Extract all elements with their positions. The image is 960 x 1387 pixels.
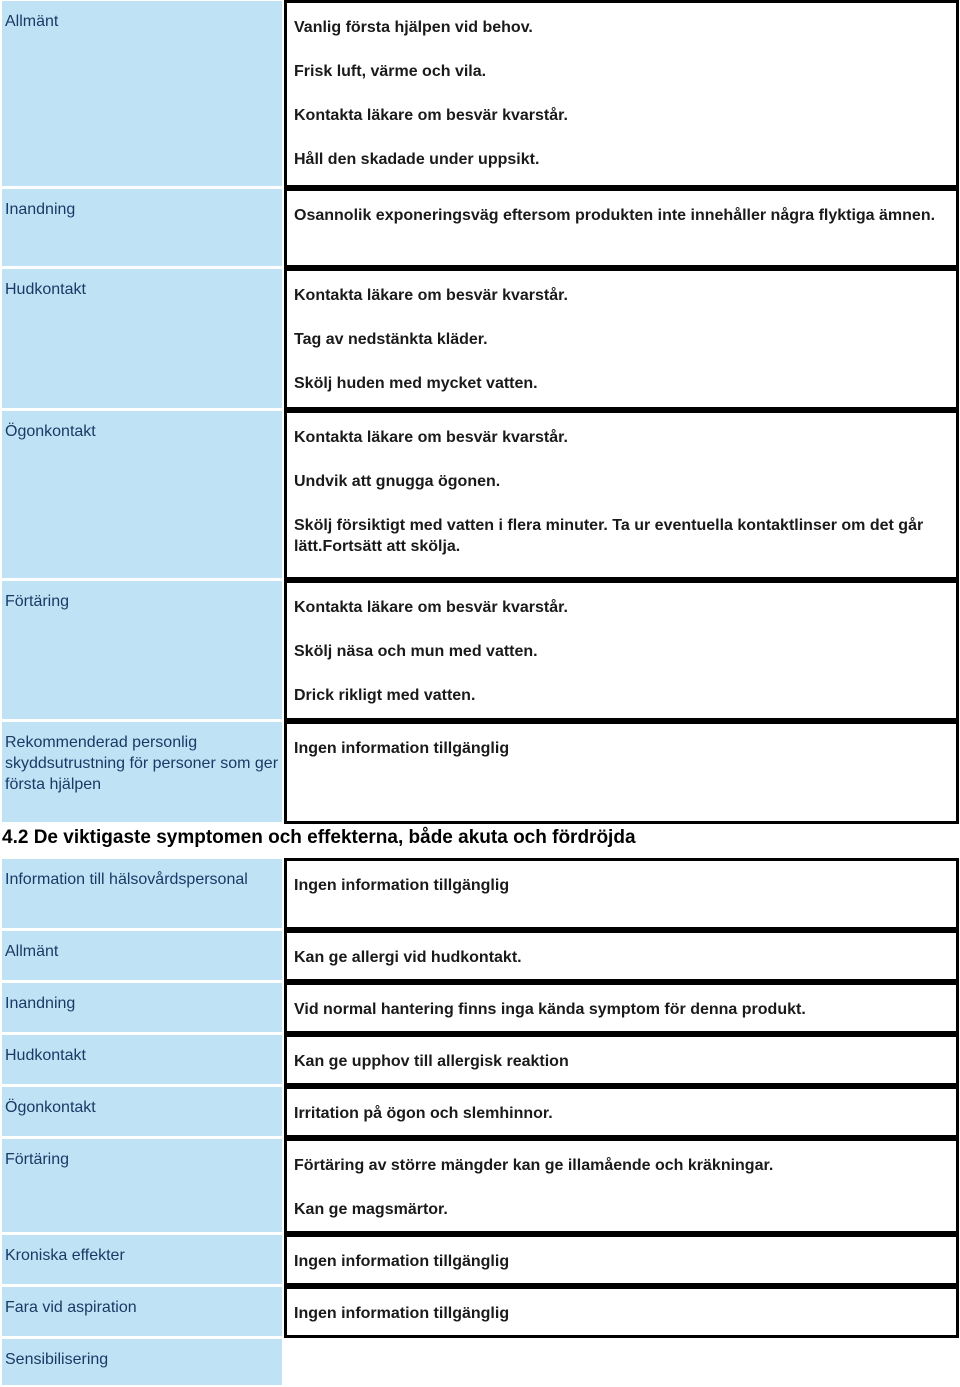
label-text: Inandning xyxy=(5,995,76,1012)
row-label xyxy=(2,1287,282,1336)
row-value xyxy=(284,1286,959,1338)
first-aid-row-general xyxy=(0,0,960,188)
row-label xyxy=(2,1035,282,1084)
row-label xyxy=(2,411,282,578)
row-value xyxy=(284,410,959,580)
value-line: Håll den skadade under uppsikt. xyxy=(294,151,540,168)
value-line: Skölj näsa och mun med vatten. xyxy=(294,643,538,660)
label-text: Hudkontakt xyxy=(5,281,86,298)
symptoms-row-sensitization xyxy=(0,1338,960,1387)
row-value xyxy=(284,268,959,410)
first-aid-row-skin xyxy=(0,268,960,410)
label-text: Ögonkontakt xyxy=(5,423,96,440)
value-line: Kontakta läkare om besvär kvarstår. xyxy=(294,429,568,446)
label-text: Hudkontakt xyxy=(5,1047,86,1064)
label-text: Allmänt xyxy=(5,13,59,30)
symptoms-row-skin xyxy=(0,1034,960,1086)
value-line: Vid normal hantering finns inga kända symptom för denna produkt. xyxy=(294,1001,806,1018)
label-text: Kroniska effekter xyxy=(5,1247,125,1264)
symptoms-row-ingestion xyxy=(0,1138,960,1234)
value-line: Kan ge upphov till allergisk reaktion xyxy=(294,1053,569,1070)
row-value xyxy=(284,1234,959,1286)
first-aid-row-ppe xyxy=(0,721,960,824)
row-value xyxy=(284,930,959,982)
symptoms-row-health-info xyxy=(0,858,960,930)
row-label xyxy=(2,1339,282,1385)
row-value xyxy=(284,0,959,188)
symptoms-row-chronic xyxy=(0,1234,960,1286)
value-line: Förtäring av större mängder kan ge illamående och kräkningar. xyxy=(294,1157,774,1174)
value-line: Irritation på ögon och slemhinnor. xyxy=(294,1105,553,1122)
row-value xyxy=(284,1034,959,1086)
label-text: Rekommenderad personlig skyddsutrustning för personer som ger första hjälpen xyxy=(5,734,279,793)
label-text: Förtäring xyxy=(5,1151,70,1168)
row-value xyxy=(284,580,959,721)
row-label xyxy=(2,269,282,408)
row-label xyxy=(2,1,282,186)
first-aid-row-eye xyxy=(0,410,960,580)
value-line: Skölj huden med mycket vatten. xyxy=(294,375,538,392)
symptoms-row-inhalation xyxy=(0,982,960,1034)
value-line: Ingen information tillgänglig xyxy=(294,877,510,894)
row-label xyxy=(2,983,282,1032)
label-text: Sensibilisering xyxy=(5,1351,109,1368)
value-line: Kan ge allergi vid hudkontakt. xyxy=(294,949,522,966)
row-value xyxy=(284,188,959,268)
symptoms-row-eye xyxy=(0,1086,960,1138)
row-value xyxy=(284,721,959,824)
row-value xyxy=(284,1138,959,1234)
row-value xyxy=(284,1086,959,1138)
row-label xyxy=(2,581,282,719)
value-line: Ingen information tillgänglig xyxy=(294,1253,510,1270)
label-text: Ögonkontakt xyxy=(5,1099,96,1116)
value-line: Osannolik exponeringsväg eftersom produkten inte innehåller några flyktiga ämnen. xyxy=(294,207,936,224)
label-text: Fara vid aspiration xyxy=(5,1299,137,1316)
symptoms-row-aspiration xyxy=(0,1286,960,1338)
value-line: Frisk luft, värme och vila. xyxy=(294,63,487,80)
value-line: Kontakta läkare om besvär kvarstår. xyxy=(294,107,568,124)
value-line: Kontakta läkare om besvär kvarstår. xyxy=(294,599,568,616)
row-label xyxy=(2,1087,282,1136)
first-aid-row-inhalation xyxy=(0,188,960,268)
symptoms-row-general xyxy=(0,930,960,982)
row-label xyxy=(2,931,282,980)
row-label xyxy=(2,859,282,928)
value-line: Drick rikligt med vatten. xyxy=(294,687,476,704)
row-label xyxy=(2,1235,282,1284)
value-line: Tag av nedstänkta kläder. xyxy=(294,331,488,348)
value-line: Ingen information tillgänglig xyxy=(294,1305,510,1322)
value-line: Kontakta läkare om besvär kvarstår. xyxy=(294,287,568,304)
label-text: Information till hälsovårdspersonal xyxy=(5,871,248,888)
value-line: Vanlig första hjälpen vid behov. xyxy=(294,19,533,36)
value-line: Ingen information tillgänglig xyxy=(294,740,510,757)
row-label xyxy=(2,722,282,822)
value-line: Undvik att gnugga ögonen. xyxy=(294,473,501,490)
row-label xyxy=(2,189,282,266)
row-value xyxy=(284,858,959,930)
label-text: Allmänt xyxy=(5,943,59,960)
row-label xyxy=(2,1139,282,1232)
first-aid-row-ingestion xyxy=(0,580,960,721)
value-line: Kan ge magsmärtor. xyxy=(294,1201,448,1218)
section-title: 4.2 De viktigaste symptomen och effekterna, både akuta och fördröjda xyxy=(2,827,636,848)
label-text: Inandning xyxy=(5,201,76,218)
label-text: Förtäring xyxy=(5,593,70,610)
row-value xyxy=(284,982,959,1034)
value-line: Skölj försiktigt med vatten i flera minuter. Ta ur eventuella kontaktlinser om det går lätt.Fortsätt att skölja. xyxy=(294,517,924,555)
